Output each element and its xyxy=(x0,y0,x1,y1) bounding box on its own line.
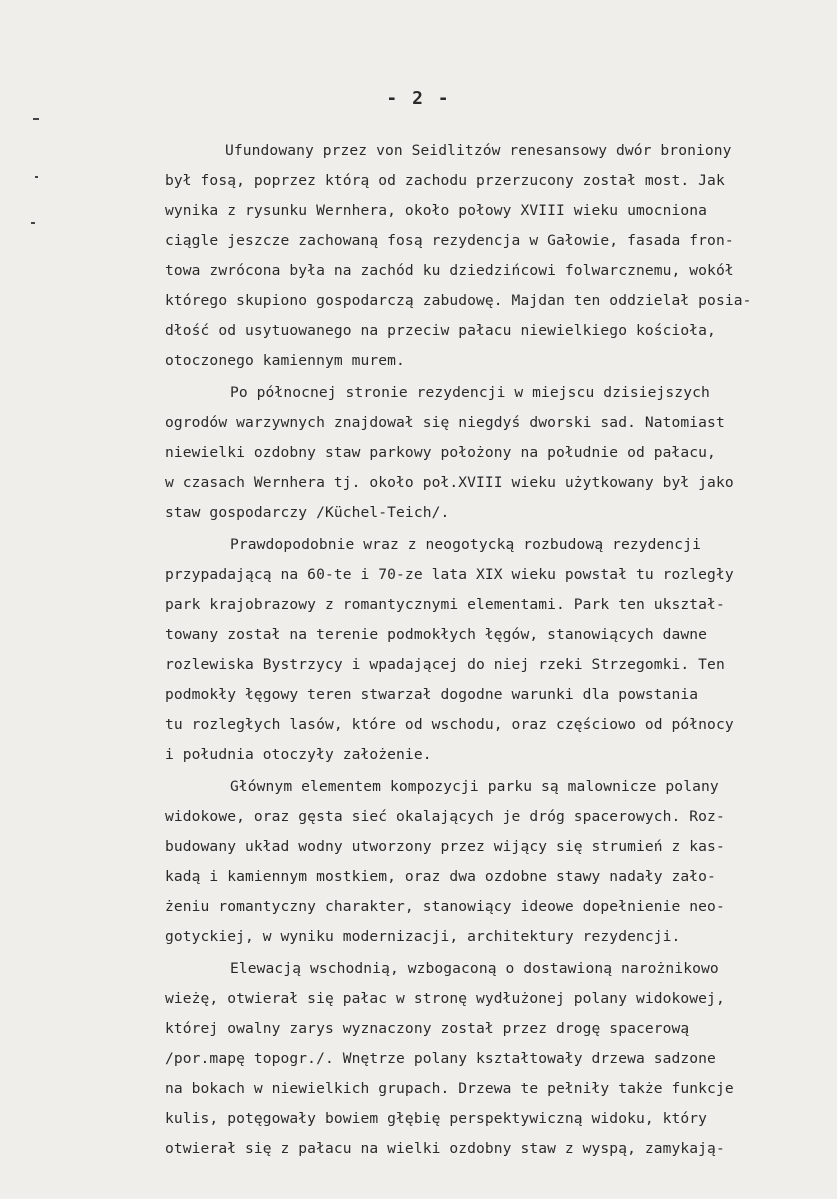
text-line: żeniu romantyczny charakter, stanowiący ideowe dopełnienie neo- xyxy=(165,898,725,915)
text-line: w czasach Wernhera tj. około poł.XVIII wieku użytkowany był jako xyxy=(165,474,734,491)
text-line: widokowe, oraz gęsta sieć okalających je dróg spacerowych. Roz- xyxy=(165,808,725,825)
text-line: niewielki ozdobny staw parkowy położony na południe od pałacu, xyxy=(165,444,716,461)
text-line: wynika z rysunku Wernhera, około połowy XVIII wieku umocniona xyxy=(165,202,708,219)
margin-mark xyxy=(35,176,38,178)
margin-mark xyxy=(31,222,35,224)
text-line: której owalny zarys wyznaczony został przez drogę spacerową xyxy=(165,1020,690,1037)
text-line: towany został na terenie podmokłych łęgów, stanowiących dawne xyxy=(165,626,708,643)
text-line: tu rozległych lasów, które od wschodu, oraz częściowo od północy xyxy=(165,716,734,733)
body-text xyxy=(165,136,825,1164)
text-line: kulis, potęgowały bowiem głębię perspektywiczną widoku, który xyxy=(165,1110,708,1127)
text-line: towa zwrócona była na zachód ku dziedzińcowi folwarcznemu, wokół xyxy=(165,262,734,279)
text-line: był fosą, poprzez którą od zachodu przerzucony został most. Jak xyxy=(165,172,725,189)
text-line: przypadającą na 60-te i 70-ze lata XIX wieku powstał tu rozległy xyxy=(165,566,734,583)
text-line: park krajobrazowy z romantycznymi elementami. Park ten ukształ- xyxy=(165,596,725,613)
text-line: dłość od usytuowanego na przeciw pałacu niewielkiego kościoła, xyxy=(165,322,716,339)
page-number: - 2 - xyxy=(386,88,451,109)
text-line: budowany układ wodny utworzony przez wijący się strumień z kas- xyxy=(165,838,725,855)
margin-mark xyxy=(33,118,39,120)
text-line: podmokły łęgowy teren stwarzał dogodne warunki dla powstania xyxy=(165,686,699,703)
text-line: /por.mapę topogr./. Wnętrze polany kształtowały drzewa sadzone xyxy=(165,1050,716,1067)
text-line: ogrodów warzywnych znajdował się niegdyś dworski sad. Natomiast xyxy=(165,414,725,431)
text-line: którego skupiono gospodarczą zabudowę. Majdan ten oddzielał posia- xyxy=(165,292,752,309)
text-line: na bokach w niewielkich grupach. Drzewa te pełniły także funkcje xyxy=(165,1080,734,1097)
text-line: staw gospodarczy /Küchel-Teich/. xyxy=(165,504,450,521)
text-line: otwierał się z pałacu na wielki ozdobny staw z wyspą, zamykają- xyxy=(165,1140,725,1157)
text-line: Ufundowany przez von Seidlitzów renesansowy dwór broniony xyxy=(225,142,732,159)
text-line: Prawdopodobnie wraz z neogotycką rozbudową rezydencji xyxy=(230,536,701,553)
text-line: ciągle jeszcze zachowaną fosą rezydencja w Gałowie, fasada fron- xyxy=(165,232,734,249)
text-line: otoczonego kamiennym murem. xyxy=(165,352,405,369)
text-line: kadą i kamiennym mostkiem, oraz dwa ozdobne stawy nadały zało- xyxy=(165,868,716,885)
text-line: gotyckiej, w wyniku modernizacji, architektury rezydencji. xyxy=(165,928,681,945)
text-line: Po północnej stronie rezydencji w miejscu dzisiejszych xyxy=(230,384,710,401)
text-line: rozlewiska Bystrzycy i wpadającej do niej rzeki Strzegomki. Ten xyxy=(165,656,725,673)
text-line: i południa otoczyły założenie. xyxy=(165,746,432,763)
text-line: wieżę, otwierał się pałac w stronę wydłużonej polany widokowej, xyxy=(165,990,725,1007)
text-line: Elewacją wschodnią, wzbogaconą o dostawioną narożnikowo xyxy=(230,960,719,977)
text-line: Głównym elementem kompozycji parku są malownicze polany xyxy=(230,778,719,795)
